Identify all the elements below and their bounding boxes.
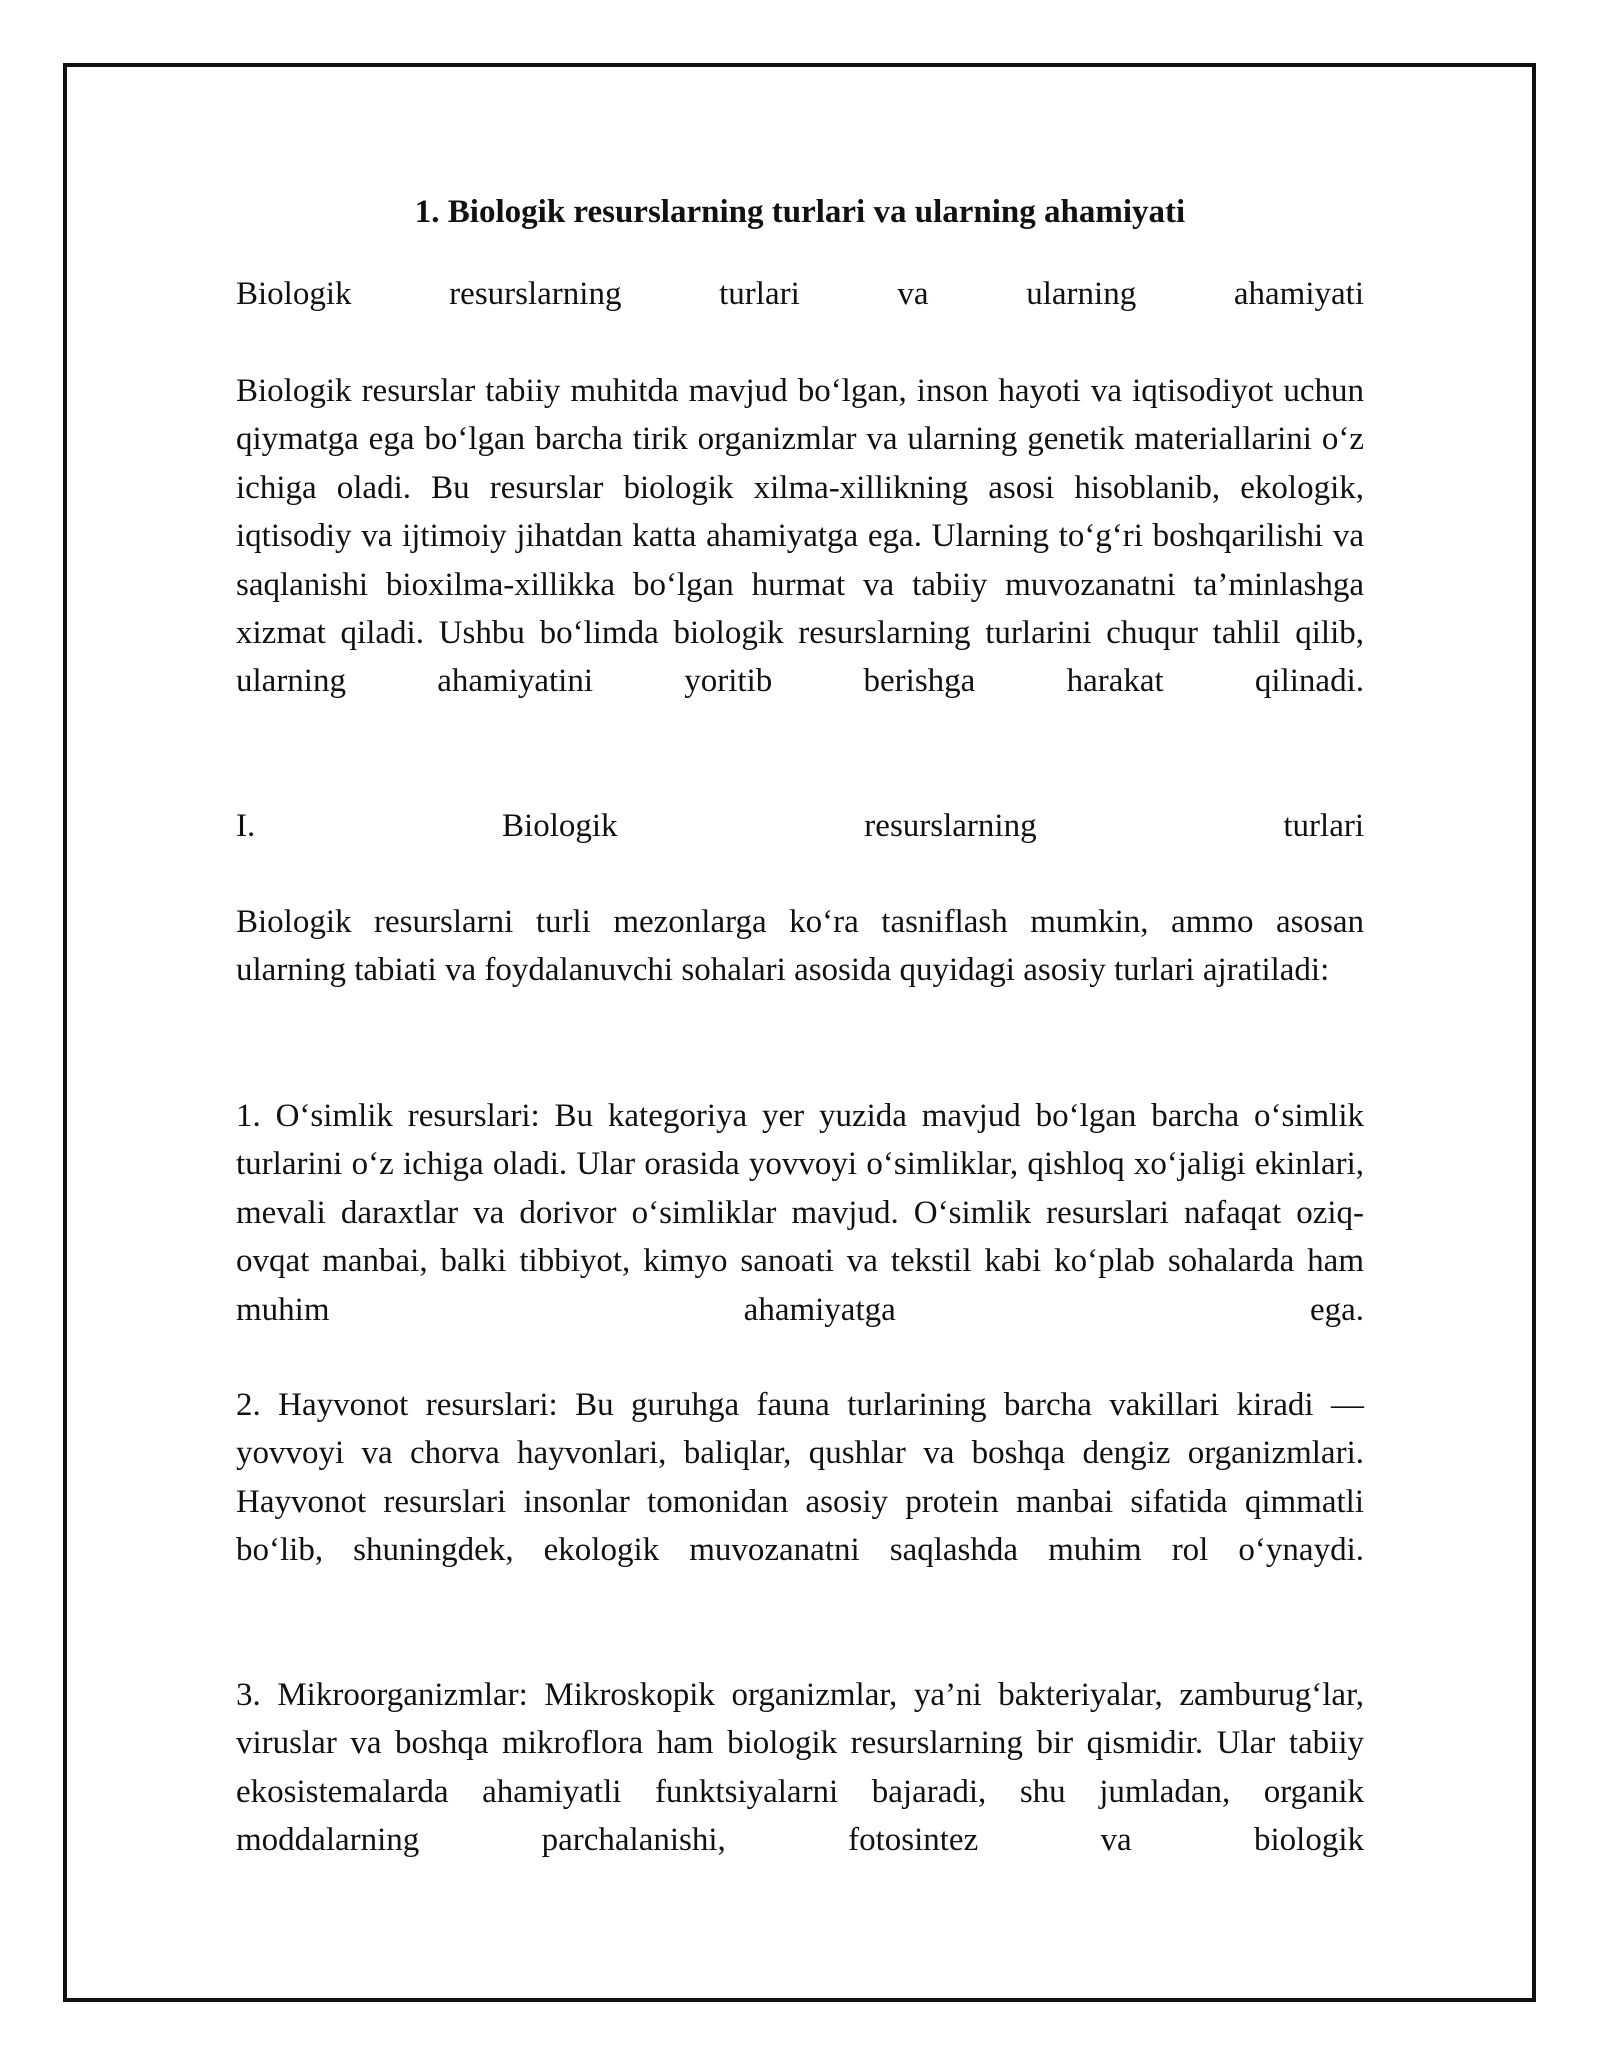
subtitle-line: Biologik resurslarning turlari va ularning ahamiyati [236, 276, 1364, 312]
plant-resources-paragraph: 1. O‘simlik resurslari: Bu kategoriya yer yuzida mavjud bo‘lgan barcha o‘simlik turlarini o‘z ichiga oladi. Ular orasida yovvoyi o‘simliklar, qishloq xo‘jaligi ekinlari, mevali daraxtlar va dorivor o‘simliklar mavjud. O‘simlik resurslari nafaqat oziq-ovqat manbai, balki tibbiyot, kimyo sanoati va tekstil kabi ko‘plab sohalarda ham muhim ahamiyatga ega. [236, 1098, 1364, 1328]
section-heading: I. Biologik resurslarning turlari [236, 808, 1364, 844]
classification-paragraph: Biologik resurslarni turli mezonlarga ko‘ra tasniflash mumkin, ammo asosan ularning tabiati va foydalanuvchi sohalari asosida quyidagi asosiy turlari ajratiladi: [236, 904, 1364, 989]
animal-resources-paragraph: 2. Hayvonot resurslari: Bu guruhga fauna turlarining barcha vakillari kiradi — yovvoyi va chorva hayvonlari, baliqlar, qushlar va boshqa dengiz organizmlari. Hayvonot resurslari insonlar tomonidan asosiy protein manbai sifatida qimmatli bo‘lib, shuningdek, ekologik muvozanatni saqlashda muhim rol o‘ynaydi. [236, 1387, 1364, 1569]
document-title: 1. Biologik resurslarning turlari va ularning ahamiyati [414, 194, 1186, 230]
microorganisms-paragraph: 3. Mikroorganizmlar: Mikroskopik organizmlar, ya’ni bakteriyalar, zamburug‘lar, viruslar va boshqa mikroflora ham biologik resurslarning bir qismidir. Ular tabiiy ekosistemalarda ahamiyatli funktsiyalarni bajaradi, shu jumladan, organik moddalarning parchalanishi, fotosintez va biologik [236, 1677, 1364, 1859]
intro-paragraph: Biologik resurslar tabiiy muhitda mavjud bo‘lgan, inson hayoti va iqtisodiyot uchun qiymatga ega bo‘lgan barcha tirik organizmlar va ularning genetik materiallarini o‘z ichiga oladi. Bu resurslar biologik xilma-xillikning asosi hisoblanib, ekologik, iqtisodiy va ijtimoiy jihatdan katta ahamiyatga ega. Ularning to‘g‘ri boshqarilishi va saqlanishi bioxilma-xillikka bo‘lgan hurmat va tabiiy muvozanatni ta’minlashga xizmat qiladi. Ushbu bo‘limda biologik resurslarning turlarini chuqur tahlil qilib, ularning ahamiyatini yoritib berishga harakat qilinadi. [236, 373, 1364, 700]
